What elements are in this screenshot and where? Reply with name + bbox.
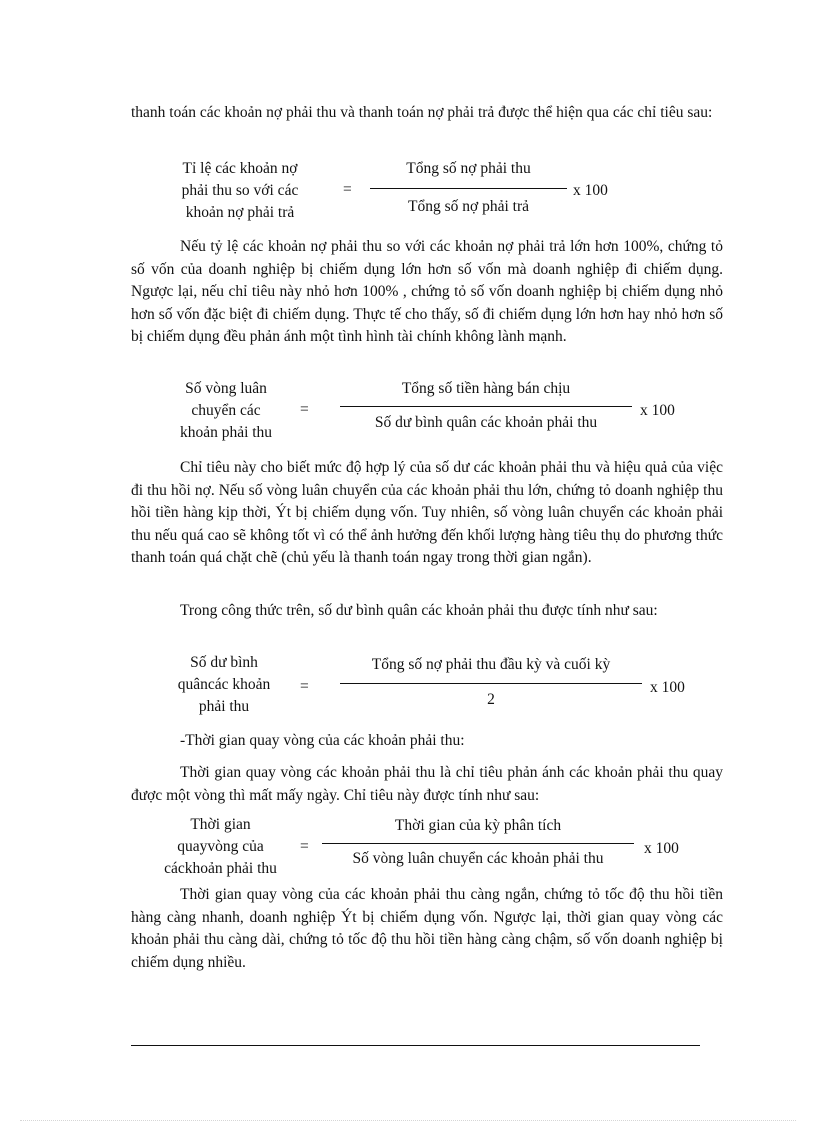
formula-numerator: Tổng số nợ phải thu đầu kỳ và cuối kỳ — [371, 656, 611, 673]
section-heading-turnover-period: -Thời gian quay vòng của các khoản phải thu: — [180, 732, 465, 749]
paragraph-intro: thanh toán các khoản nợ phải thu và thanh toán nợ phải trả được thể hiện qua các chỉ tiêu sau: — [131, 104, 713, 121]
equals-sign: = — [300, 678, 309, 695]
paragraph-turnover-period-explanation: Thời gian quay vòng của các khoản phải thu càng ngắn, chứng tỏ tốc độ thu hồi tiền hàng càng nhanh, doanh nghiệp Ýt bị chiếm dụng vốn. Ngược lại, thời gian quay vòng các khoản phải thu càng dài, chứng tỏ tốc độ thu hồi tiền hàng càng chậm, số vốn doanh nghiệp bị chiếm dụng nhiều. — [131, 886, 723, 971]
fraction-bar — [322, 843, 634, 844]
formula-multiplier: x 100 — [644, 840, 679, 857]
paragraph-turnover-period-definition: Thời gian quay vòng các khoản phải thu là chỉ tiêu phản ánh các khoản phải thu quay được một vòng thì mất mấy ngày. Chỉ tiêu này được tính như sau: — [131, 764, 723, 804]
formula-label: Số vòng luân chuyển các khoản phải thu — [179, 380, 273, 441]
formula-denominator: Số vòng luân chuyển các khoản phải thu — [352, 850, 604, 867]
equals-sign: = — [300, 838, 309, 855]
page-bottom-border — [20, 1120, 796, 1121]
formula-label: Số dư bình quâncác khoản phải thu — [177, 654, 271, 715]
equals-sign: = — [343, 181, 352, 198]
formula-label: Thời gian quayvòng của cáckhoản phải thu — [164, 816, 277, 877]
formula-numerator: Tổng số tiền hàng bán chịu — [401, 380, 571, 397]
formula-multiplier: x 100 — [640, 402, 675, 419]
fraction-bar — [340, 406, 632, 407]
formula-multiplier: x 100 — [650, 679, 685, 696]
formula-denominator: 2 — [487, 691, 495, 708]
formula-numerator: Tổng số nợ phải thu — [406, 160, 531, 177]
fraction-bar — [370, 188, 567, 189]
formula-numerator: Thời gian của kỳ phân tích — [394, 817, 562, 834]
fraction-bar — [340, 683, 642, 684]
paragraph-ratio-explanation: Nếu tỷ lệ các khoản nợ phải thu so với các khoản nợ phải trả lớn hơn 100%, chứng tỏ số vốn của doanh nghiệp bị chiếm dụng lớn hơn số vốn mà doanh nghiệp đi chiếm dụng. Ngược lại, nếu chỉ tiêu này nhỏ hơn 100% , chứng tỏ số vốn doanh nghiệp bị chiếm dụng nhỏ hơn số vốn đặc biệt đi chiếm dụng. Thực tế cho thấy, số đi chiếm dụng lớn hơn hay nhỏ hơn số bị chiếm dụng đều phản ánh một tình hình tài chính không lành mạnh. — [131, 238, 723, 345]
footer-rule — [131, 1045, 700, 1046]
formula-denominator: Số dư bình quân các khoản phải thu — [374, 414, 598, 431]
formula-denominator: Tổng số nợ phải trả — [408, 198, 529, 215]
formula-multiplier: x 100 — [573, 182, 608, 199]
paragraph-average-balance-intro: Trong công thức trên, số dư bình quân các khoản phải thu được tính như sau: — [180, 602, 658, 619]
equals-sign: = — [300, 401, 309, 418]
formula-label: Tỉ lệ các khoản nợ phải thu so với các khoản nợ phải trả — [181, 160, 299, 221]
paragraph-turnover-explanation: Chỉ tiêu này cho biết mức độ hợp lý của số dư các khoản phải thu và hiệu quả của việc đi thu hồi nợ. Nếu số vòng luân chuyển của các khoản phải thu lớn, chứng tỏ doanh nghiệp thu hồi tiền hàng kịp thời, Ýt bị chiếm dụng vốn. Tuy nhiên, số vòng luân chuyển các khoản phải thu nếu quá cao sẽ không tốt vì có thể ảnh hưởng đến khối lượng hàng tiêu thụ do phương thức thanh toán quá chặt chẽ (chủ yếu là thanh toán ngay trong thời gian ngắn). — [131, 459, 723, 566]
